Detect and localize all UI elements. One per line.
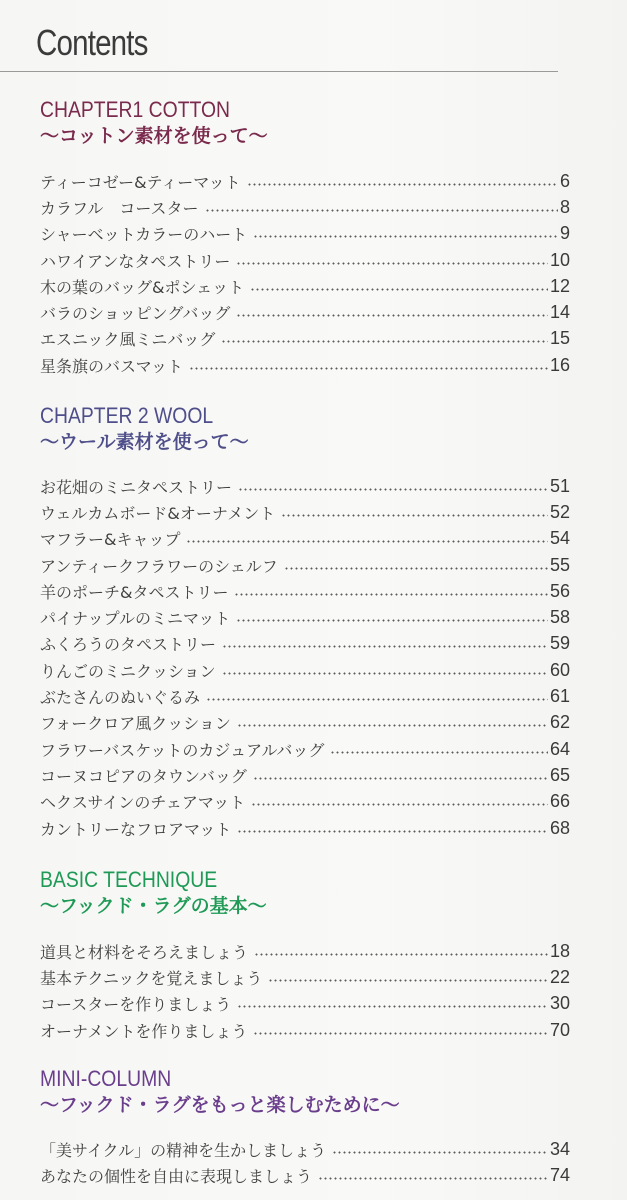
- dot-leader: [247, 183, 558, 186]
- dot-leader: [237, 724, 548, 727]
- dot-leader: [251, 803, 548, 806]
- entry-list: [40, 168, 570, 378]
- entry-label: 木の葉のバッグ&ポシェット: [40, 277, 245, 297]
- dot-leader: [236, 262, 548, 265]
- toc-entry[interactable]: [40, 1017, 570, 1043]
- entry-label: ハワイアンなタペストリー: [40, 251, 231, 271]
- entry-page: 70: [549, 1019, 570, 1040]
- entry-label: オーナメントを作りましょう: [40, 1021, 248, 1041]
- toc-entry[interactable]: [40, 604, 570, 630]
- section-title: CHAPTER 2 WOOL: [40, 403, 214, 428]
- entry-page: 54: [549, 528, 570, 549]
- dot-leader: [281, 514, 548, 517]
- entry-label: ティーコゼー&ティーマット: [40, 172, 241, 192]
- dot-leader: [222, 672, 548, 675]
- entry-label: 道具と材料をそろえましょう: [40, 942, 249, 962]
- toc-entry[interactable]: [40, 762, 570, 788]
- entry-page: 58: [549, 607, 570, 628]
- toc-entry[interactable]: [40, 299, 570, 325]
- entry-list: [40, 938, 570, 1043]
- toc-entry[interactable]: [40, 657, 570, 683]
- entry-label: お花畑のミニタペストリー: [40, 477, 233, 497]
- toc-entry[interactable]: [40, 273, 570, 299]
- entry-label: コースターを作りましょう: [40, 995, 232, 1015]
- toc-entry[interactable]: [40, 815, 570, 841]
- dot-leader: [332, 1151, 548, 1154]
- entry-page: 15: [549, 328, 570, 349]
- entry-label: ヘクスサインのチェアマット: [40, 793, 246, 813]
- entry-page: 16: [549, 354, 570, 375]
- section-subtitle: 〜フックド・ラグの基本〜: [40, 895, 267, 917]
- entry-page: 8: [559, 196, 570, 217]
- dot-leader: [254, 953, 548, 956]
- toc-entry[interactable]: [40, 221, 570, 247]
- entry-label: バラのショッピングバッグ: [40, 304, 231, 324]
- entry-page: 10: [549, 249, 570, 270]
- entry-page: 66: [549, 791, 570, 812]
- entry-page: 14: [549, 302, 570, 323]
- entry-page: 56: [549, 580, 570, 601]
- title-divider: [0, 71, 558, 72]
- entry-page: 12: [549, 275, 570, 296]
- section-title: MINI-COLUMN: [40, 1066, 172, 1091]
- dot-leader: [250, 288, 548, 291]
- entry-page: 30: [549, 993, 570, 1014]
- entry-label: あなたの個性を自由に表現しましょう: [40, 1166, 313, 1186]
- entry-page: 9: [559, 223, 570, 244]
- dot-leader: [268, 979, 548, 982]
- page-title: Contents: [36, 22, 148, 63]
- entry-page: 22: [549, 966, 570, 987]
- dot-leader: [186, 540, 547, 543]
- toc-entry[interactable]: [40, 938, 570, 964]
- section-subtitle: 〜ウール素材を使って〜: [40, 431, 249, 453]
- section-title: BASIC TECHNIQUE: [40, 867, 218, 892]
- dot-leader: [221, 340, 548, 343]
- entry-list: [40, 1136, 570, 1189]
- entry-label: アンティークフラワーのシェルフ: [40, 556, 278, 576]
- toc-entry[interactable]: [40, 683, 570, 709]
- toc-entry[interactable]: [40, 578, 570, 604]
- toc-entry[interactable]: [40, 631, 570, 657]
- entry-label: ふくろうのタペストリー: [40, 635, 217, 655]
- section-subtitle: 〜コットン素材を使って〜: [40, 125, 268, 147]
- toc-entry[interactable]: [40, 1162, 570, 1188]
- section-basic-technique: [40, 867, 570, 1043]
- toc-entry[interactable]: [40, 710, 570, 736]
- entry-page: 59: [549, 633, 570, 654]
- section-subtitle: 〜フックド・ラグをもっと楽しむために〜: [40, 1094, 400, 1116]
- section-mini-column: [40, 1066, 570, 1189]
- dot-leader: [318, 1177, 548, 1180]
- toc-entry[interactable]: [40, 526, 570, 552]
- toc-entry[interactable]: [40, 499, 570, 525]
- section-chapter1: [40, 97, 570, 378]
- toc-entry[interactable]: [40, 473, 570, 499]
- toc-entry[interactable]: [40, 964, 570, 990]
- dot-leader: [238, 488, 548, 491]
- dot-leader: [222, 645, 548, 648]
- dot-leader: [253, 777, 548, 780]
- entry-label: シャーベットカラーのハート: [40, 225, 248, 245]
- entry-page: 55: [549, 554, 570, 575]
- section-chapter2: [40, 403, 570, 841]
- entry-page: 60: [549, 659, 570, 680]
- entry-label: マフラー&キャップ: [40, 530, 181, 550]
- entry-label: フラワーバスケットのカジュアルバッグ: [40, 740, 325, 760]
- entry-page: 6: [559, 170, 570, 191]
- toc-entry[interactable]: [40, 326, 570, 352]
- dot-leader: [189, 367, 548, 370]
- entry-page: 68: [549, 817, 570, 838]
- entry-label: パイナップルのミニマット: [40, 609, 231, 629]
- dot-leader: [234, 593, 547, 596]
- entry-label: カントリーなフロアマット: [40, 819, 232, 839]
- entry-label: フォークロア風クッション: [40, 714, 231, 734]
- entry-page: 74: [549, 1164, 570, 1185]
- entry-page: 52: [549, 501, 570, 522]
- entry-page: 65: [549, 764, 570, 785]
- dot-leader: [284, 567, 548, 570]
- dot-leader: [236, 314, 548, 317]
- dot-leader: [237, 830, 548, 833]
- dot-leader: [330, 751, 548, 754]
- entry-label: ぶたさんのぬいぐるみ: [40, 688, 201, 708]
- entry-page: 51: [549, 475, 570, 496]
- dot-leader: [205, 209, 558, 212]
- entry-list: [40, 473, 570, 841]
- entry-label: 「美サイクル」の精神を生かしましょう: [40, 1140, 327, 1160]
- toc-entry[interactable]: [40, 789, 570, 815]
- dot-leader: [237, 1005, 548, 1008]
- entry-label: 羊のポーチ&タペストリー: [40, 582, 229, 602]
- entry-page: 34: [549, 1138, 570, 1159]
- dot-leader: [253, 235, 558, 238]
- dot-leader: [253, 1032, 548, 1035]
- dot-leader: [236, 619, 548, 622]
- entry-page: 64: [549, 738, 570, 759]
- toc-entry[interactable]: [40, 1136, 570, 1162]
- toc-entry[interactable]: [40, 168, 570, 194]
- entry-label: ウェルカムボード&オーナメント: [40, 503, 276, 523]
- entry-label: エスニック風ミニバッグ: [40, 330, 216, 350]
- entry-page: 62: [549, 712, 570, 733]
- entry-page: 61: [549, 686, 570, 707]
- toc-entry[interactable]: [40, 736, 570, 762]
- section-title: CHAPTER1 COTTON: [40, 97, 231, 122]
- entry-label: カラフル コースター: [40, 198, 199, 218]
- toc-entry[interactable]: [40, 552, 570, 578]
- entry-label: 星条旗のバスマット: [40, 356, 184, 376]
- entry-label: コーヌコピアのタウンバッグ: [40, 766, 247, 786]
- toc-entry[interactable]: [40, 352, 570, 378]
- toc-entry[interactable]: [40, 991, 570, 1017]
- toc-entry[interactable]: [40, 194, 570, 220]
- entry-label: りんごのミニクッション: [40, 661, 216, 681]
- toc-entry[interactable]: [40, 247, 570, 273]
- entry-label: 基本テクニックを覚えましょう: [40, 968, 263, 988]
- dot-leader: [206, 698, 548, 701]
- entry-page: 18: [549, 940, 570, 961]
